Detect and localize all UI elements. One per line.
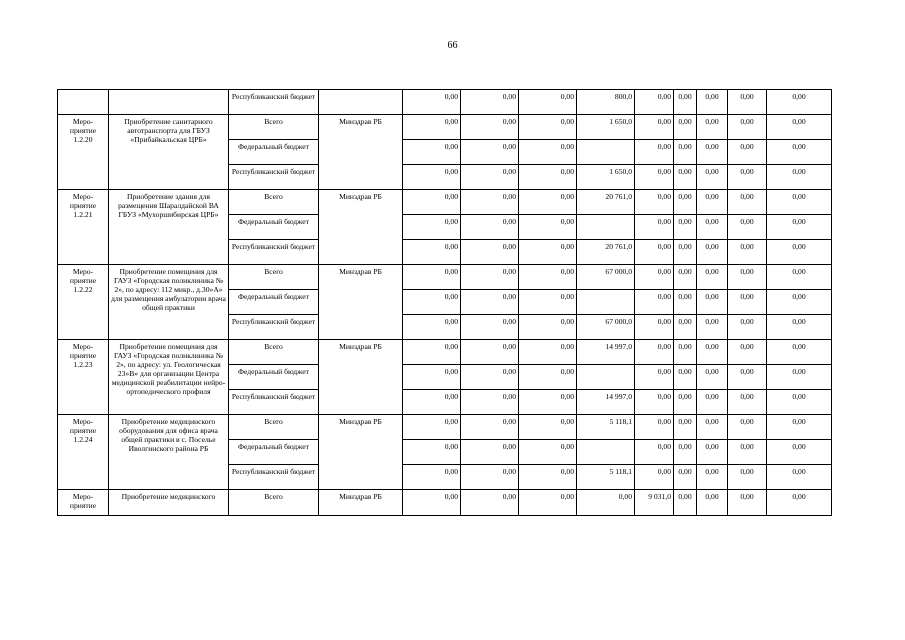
value-cell: 0,00 <box>461 365 519 390</box>
value-cell: 0,00 <box>461 290 519 315</box>
value-cell: 0,00 <box>403 240 461 265</box>
value-cell: 0,00 <box>674 315 697 340</box>
value-cell: 0,00 <box>767 290 832 315</box>
value-cell: 9 031,0 <box>635 490 674 516</box>
value-cell: 0,00 <box>674 440 697 465</box>
value-cell: 0,00 <box>635 90 674 115</box>
value-cell: 0,00 <box>461 115 519 140</box>
value-cell: 0,00 <box>697 440 728 465</box>
executor-cell: Минздрав РБ <box>319 340 403 415</box>
measure-number-cell: Меро-приятие 1.2.20 <box>58 115 109 190</box>
value-cell <box>577 365 635 390</box>
value-cell: 0,00 <box>728 215 767 240</box>
funding-source-cell: Федеральный бюджет <box>229 140 319 165</box>
value-cell: 0,00 <box>461 315 519 340</box>
value-cell: 0,00 <box>519 390 577 415</box>
value-cell: 0,00 <box>635 115 674 140</box>
funding-source-cell: Республиканский бюджет <box>229 465 319 490</box>
value-cell: 0,00 <box>674 415 697 440</box>
value-cell: 0,00 <box>577 490 635 516</box>
value-cell: 0,00 <box>697 90 728 115</box>
value-cell: 0,00 <box>728 240 767 265</box>
executor-cell: Минздрав РБ <box>319 265 403 340</box>
value-cell: 0,00 <box>635 415 674 440</box>
table-row <box>58 265 832 290</box>
value-cell: 0,00 <box>461 165 519 190</box>
value-cell: 0,00 <box>403 390 461 415</box>
value-cell: 0,00 <box>635 140 674 165</box>
value-cell: 0,00 <box>635 290 674 315</box>
value-cell: 0,00 <box>635 365 674 390</box>
table-row <box>58 190 832 215</box>
value-cell: 0,00 <box>403 415 461 440</box>
value-cell: 0,00 <box>767 440 832 465</box>
value-cell: 0,00 <box>674 490 697 516</box>
value-cell: 0,00 <box>728 290 767 315</box>
measure-number-cell: Меро-приятие <box>58 490 109 516</box>
value-cell: 0,00 <box>519 90 577 115</box>
value-cell: 0,00 <box>461 490 519 516</box>
value-cell: 5 118,1 <box>577 415 635 440</box>
value-cell: 0,00 <box>674 240 697 265</box>
funding-source-cell: Всего <box>229 340 319 365</box>
value-cell: 0,00 <box>728 440 767 465</box>
measure-number-cell: Меро-приятие 1.2.21 <box>58 190 109 265</box>
executor-cell: Минздрав РБ <box>319 190 403 265</box>
value-cell: 14 997,0 <box>577 390 635 415</box>
value-cell: 0,00 <box>697 265 728 290</box>
value-cell: 0,00 <box>461 240 519 265</box>
funding-source-cell: Всего <box>229 490 319 516</box>
value-cell: 0,00 <box>697 190 728 215</box>
value-cell: 0,00 <box>461 190 519 215</box>
value-cell: 0,00 <box>674 290 697 315</box>
value-cell: 0,00 <box>767 465 832 490</box>
funding-source-cell: Республиканский бюджет <box>229 90 319 115</box>
measure-name-cell: Приобретение здания для размещения Шаралдайской ВА ГБУЗ «Мухоршибирская ЦРБ» <box>109 190 229 265</box>
measure-number-cell: Меро-приятие 1.2.24 <box>58 415 109 490</box>
value-cell: 0,00 <box>403 90 461 115</box>
value-cell: 20 761,0 <box>577 190 635 215</box>
table-row <box>58 115 832 140</box>
value-cell: 0,00 <box>728 140 767 165</box>
value-cell: 0,00 <box>697 415 728 440</box>
funding-source-cell: Федеральный бюджет <box>229 440 319 465</box>
value-cell: 0,00 <box>767 165 832 190</box>
value-cell: 0,00 <box>697 490 728 516</box>
table-row <box>58 340 832 365</box>
value-cell: 0,00 <box>728 115 767 140</box>
funding-source-cell: Всего <box>229 265 319 290</box>
value-cell: 0,00 <box>519 115 577 140</box>
value-cell: 0,00 <box>697 340 728 365</box>
value-cell: 0,00 <box>635 390 674 415</box>
value-cell: 0,00 <box>767 90 832 115</box>
value-cell: 0,00 <box>697 115 728 140</box>
value-cell: 0,00 <box>461 390 519 415</box>
value-cell: 0,00 <box>519 340 577 365</box>
value-cell: 0,00 <box>767 240 832 265</box>
executor-cell: Минздрав РБ <box>319 415 403 490</box>
value-cell: 0,00 <box>635 165 674 190</box>
value-cell: 0,00 <box>461 465 519 490</box>
value-cell: 0,00 <box>674 390 697 415</box>
value-cell: 0,00 <box>635 215 674 240</box>
value-cell: 67 000,0 <box>577 315 635 340</box>
value-cell: 0,00 <box>674 190 697 215</box>
value-cell: 0,00 <box>728 190 767 215</box>
value-cell: 0,00 <box>635 315 674 340</box>
value-cell: 0,00 <box>519 490 577 516</box>
table-row <box>58 490 832 516</box>
value-cell: 0,00 <box>519 415 577 440</box>
value-cell: 0,00 <box>728 340 767 365</box>
value-cell: 0,00 <box>697 465 728 490</box>
value-cell: 0,00 <box>697 390 728 415</box>
value-cell: 0,00 <box>674 365 697 390</box>
measure-number-cell: Меро-приятие 1.2.23 <box>58 340 109 415</box>
value-cell: 0,00 <box>767 340 832 365</box>
funding-source-cell: Республиканский бюджет <box>229 165 319 190</box>
value-cell: 0,00 <box>403 140 461 165</box>
value-cell: 0,00 <box>767 140 832 165</box>
measure-name-cell: Приобретение медицинского <box>109 490 229 516</box>
value-cell: 0,00 <box>767 115 832 140</box>
value-cell: 0,00 <box>767 265 832 290</box>
value-cell: 0,00 <box>519 165 577 190</box>
value-cell: 0,00 <box>635 265 674 290</box>
value-cell: 0,00 <box>519 290 577 315</box>
value-cell: 0,00 <box>697 215 728 240</box>
value-cell: 0,00 <box>519 240 577 265</box>
value-cell: 0,00 <box>403 115 461 140</box>
value-cell: 0,00 <box>461 440 519 465</box>
value-cell: 0,00 <box>403 340 461 365</box>
funding-source-cell: Всего <box>229 115 319 140</box>
value-cell: 0,00 <box>519 265 577 290</box>
value-cell: 14 997,0 <box>577 340 635 365</box>
value-cell: 0,00 <box>728 390 767 415</box>
value-cell: 1 650,0 <box>577 165 635 190</box>
value-cell: 0,00 <box>767 365 832 390</box>
value-cell: 0,00 <box>697 165 728 190</box>
value-cell: 0,00 <box>674 165 697 190</box>
value-cell: 0,00 <box>697 240 728 265</box>
executor-cell: Минздрав РБ <box>319 115 403 190</box>
value-cell: 0,00 <box>767 390 832 415</box>
value-cell: 0,00 <box>403 215 461 240</box>
value-cell: 0,00 <box>697 290 728 315</box>
value-cell: 0,00 <box>461 215 519 240</box>
value-cell: 0,00 <box>728 490 767 516</box>
value-cell: 0,00 <box>728 90 767 115</box>
value-cell: 0,00 <box>767 315 832 340</box>
value-cell: 67 000,0 <box>577 265 635 290</box>
measure-name-cell: Приобретение медицинского оборудования для офиса врача общей практики в с. Поселье Иволгинского района РБ <box>109 415 229 490</box>
value-cell: 0,00 <box>767 490 832 516</box>
executor-cell <box>319 90 403 115</box>
value-cell: 0,00 <box>403 315 461 340</box>
value-cell: 0,00 <box>403 265 461 290</box>
value-cell: 0,00 <box>674 215 697 240</box>
value-cell <box>577 140 635 165</box>
funding-source-cell: Республиканский бюджет <box>229 240 319 265</box>
value-cell: 0,00 <box>767 415 832 440</box>
value-cell: 0,00 <box>697 315 728 340</box>
budget-table <box>57 89 832 516</box>
value-cell: 0,00 <box>767 190 832 215</box>
table-row <box>58 90 832 115</box>
value-cell: 0,00 <box>635 190 674 215</box>
value-cell: 0,00 <box>461 415 519 440</box>
measure-name-cell: Приобретение помещения для ГАУЗ «Городская поликлиника № 2», по адресу: 112 микр., д.30»А» для размещения амбулатории врача общей практики <box>109 265 229 340</box>
value-cell: 0,00 <box>635 440 674 465</box>
measure-name-cell <box>109 90 229 115</box>
value-cell: 0,00 <box>403 365 461 390</box>
funding-source-cell: Федеральный бюджет <box>229 215 319 240</box>
value-cell: 0,00 <box>674 140 697 165</box>
value-cell: 0,00 <box>461 340 519 365</box>
value-cell: 0,00 <box>403 490 461 516</box>
value-cell: 0,00 <box>728 365 767 390</box>
value-cell: 0,00 <box>519 315 577 340</box>
value-cell: 0,00 <box>697 140 728 165</box>
value-cell: 0,00 <box>635 340 674 365</box>
value-cell: 0,00 <box>674 90 697 115</box>
measure-number-cell: Меро-приятие 1.2.22 <box>58 265 109 340</box>
value-cell: 0,00 <box>767 215 832 240</box>
value-cell <box>577 440 635 465</box>
value-cell: 0,00 <box>519 140 577 165</box>
value-cell: 0,00 <box>403 440 461 465</box>
page-number: 66 <box>447 40 458 51</box>
measure-name-cell: Приобретение санитарного автотранспорта для ГБУЗ «Прибайкальская ЦРБ» <box>109 115 229 190</box>
value-cell: 0,00 <box>728 315 767 340</box>
value-cell: 0,00 <box>519 440 577 465</box>
value-cell: 0,00 <box>403 190 461 215</box>
value-cell: 0,00 <box>728 415 767 440</box>
value-cell: 0,00 <box>674 265 697 290</box>
value-cell: 0,00 <box>635 465 674 490</box>
value-cell: 0,00 <box>519 190 577 215</box>
table-row <box>58 415 832 440</box>
value-cell: 0,00 <box>403 165 461 190</box>
value-cell: 800,0 <box>577 90 635 115</box>
value-cell: 5 118,1 <box>577 465 635 490</box>
measure-number-cell <box>58 90 109 115</box>
value-cell: 0,00 <box>461 90 519 115</box>
value-cell: 0,00 <box>403 290 461 315</box>
funding-source-cell: Федеральный бюджет <box>229 290 319 315</box>
funding-source-cell: Республиканский бюджет <box>229 315 319 340</box>
value-cell: 0,00 <box>728 465 767 490</box>
funding-source-cell: Республиканский бюджет <box>229 390 319 415</box>
value-cell: 0,00 <box>519 215 577 240</box>
executor-cell: Минздрав РБ <box>319 490 403 516</box>
value-cell: 0,00 <box>728 165 767 190</box>
value-cell: 1 650,0 <box>577 115 635 140</box>
value-cell: 20 761,0 <box>577 240 635 265</box>
value-cell: 0,00 <box>403 465 461 490</box>
value-cell: 0,00 <box>674 465 697 490</box>
value-cell: 0,00 <box>461 140 519 165</box>
value-cell: 0,00 <box>728 265 767 290</box>
value-cell <box>577 290 635 315</box>
funding-source-cell: Всего <box>229 190 319 215</box>
value-cell: 0,00 <box>519 365 577 390</box>
value-cell: 0,00 <box>674 340 697 365</box>
value-cell: 0,00 <box>697 365 728 390</box>
value-cell: 0,00 <box>519 465 577 490</box>
value-cell <box>577 215 635 240</box>
funding-source-cell: Всего <box>229 415 319 440</box>
value-cell: 0,00 <box>461 265 519 290</box>
value-cell: 0,00 <box>635 240 674 265</box>
value-cell: 0,00 <box>674 115 697 140</box>
measure-name-cell: Приобретение помещения для ГАУЗ «Городская поликлиника № 2», по адресу: ул. Геологическая 23»В» для организации Центра медицинской реабилитации нейро-ортопедического профиля <box>109 340 229 415</box>
funding-source-cell: Федеральный бюджет <box>229 365 319 390</box>
